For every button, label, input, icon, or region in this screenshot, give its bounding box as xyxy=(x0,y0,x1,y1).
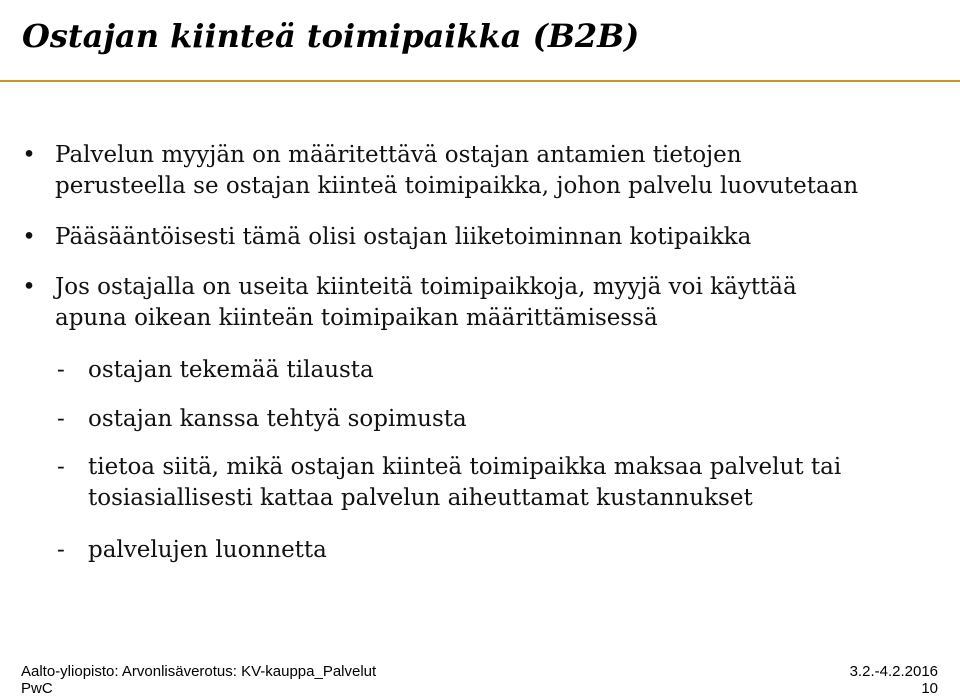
footer-brand: PwC xyxy=(21,680,53,697)
sub-item-text xyxy=(88,355,948,386)
bullet-symbol: • xyxy=(22,274,36,300)
sub-item-text xyxy=(88,452,948,514)
dash-symbol: - xyxy=(57,406,65,432)
sub-item-line: tosiasiallisesti kattaa palvelun aiheuttamat kustannukset xyxy=(88,485,753,511)
bullet-line: Palvelun myyjän on määritettävä ostajan antamien tietojen xyxy=(55,142,742,168)
bullet-line: apuna oikean kiinteän toimipaikan määrittämisessä xyxy=(55,305,658,331)
sub-item-text xyxy=(88,535,948,566)
dash-symbol: - xyxy=(57,357,65,383)
bullet-text xyxy=(55,140,955,202)
dash-symbol: - xyxy=(57,537,65,563)
sub-item-line: palvelujen luonnetta xyxy=(88,537,327,563)
bullet-line: Pääsääntöisesti tämä olisi ostajan liiketoiminnan kotipaikka xyxy=(55,224,752,250)
bullet-line: perusteella se ostajan kiinteä toimipaikka, johon palvelu luovutetaan xyxy=(55,173,859,199)
bullet-symbol: • xyxy=(22,224,36,250)
sub-item-line: ostajan kanssa tehtyä sopimusta xyxy=(88,406,467,432)
slide-title: Ostajan kiinteä toimipaikka (B2B) xyxy=(22,17,640,55)
bullet-line: Jos ostajalla on useita kiinteitä toimipaikkoja, myyjä voi käyttää xyxy=(55,274,797,300)
sub-item-line: ostajan tekemää tilausta xyxy=(88,357,374,383)
bullet-text xyxy=(55,272,955,334)
title-divider xyxy=(0,80,960,82)
footer-page-number: 10 xyxy=(921,680,938,697)
sub-item-text xyxy=(88,404,948,435)
footer-course: Aalto-yliopisto: Arvonlisäverotus: KV-kauppa_Palvelut xyxy=(21,663,377,680)
footer-date: 3.2.-4.2.2016 xyxy=(849,663,938,680)
bullet-symbol: • xyxy=(22,142,36,168)
sub-item-line: tietoa siitä, mikä ostajan kiinteä toimipaikka maksaa palvelut tai xyxy=(88,454,842,480)
bullet-text xyxy=(55,222,955,253)
dash-symbol: - xyxy=(57,454,65,480)
